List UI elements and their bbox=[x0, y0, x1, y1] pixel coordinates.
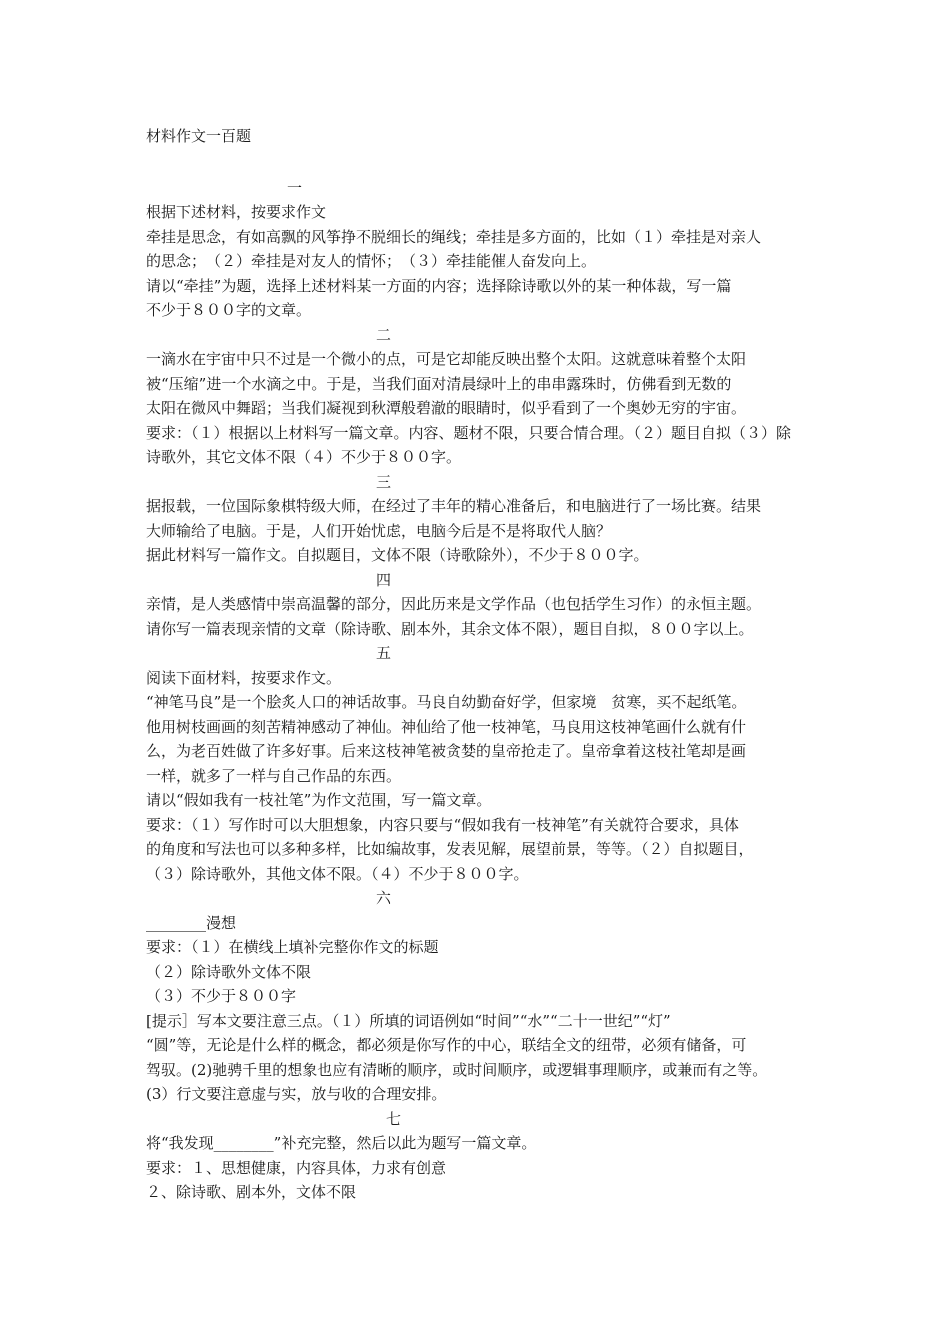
paragraph-line: “圆”等，无论是什么样的概念，都必须是你写作的中心，联结全文的纽带，必须有储备，可 bbox=[146, 1036, 747, 1054]
paragraph-line: 一滴水在宇宙中只不过是一个微小的点，可是它却能反映出整个太阳。这就意味着整个太阳 bbox=[146, 350, 747, 368]
paragraph-line: 阅读下面材料，按要求作文。 bbox=[146, 668, 342, 687]
paragraph-line: 的思念； （２）牵挂是对友人的情怀； （３）牵挂能催人奋发向上。 bbox=[146, 252, 597, 270]
paragraph-line: 将“我发现________”补充完整，然后以此为题写一篇文章。 bbox=[146, 1134, 537, 1152]
paragraph-line: 不少于８００字的文章。 bbox=[146, 301, 312, 319]
paragraph-line: 据报载，一位国际象棋特级大师，在经过了丰年的精心准备后，和电脑进行了一场比赛。结果 bbox=[146, 497, 762, 515]
document-body bbox=[146, 124, 818, 1205]
paragraph-line: 要求：１、思想健康，内容具体，力求有创意 bbox=[146, 1158, 447, 1177]
paragraph-line: （２）除诗歌外文体不限 bbox=[146, 962, 312, 981]
paragraph-line: 一样，就多了一样与自己作品的东西。 bbox=[146, 766, 402, 785]
section-number: 三 bbox=[376, 472, 392, 491]
paragraph-line: 亲情，是人类感情中崇高温馨的部分，因此历来是文学作品（也包括学生习作）的永恒主题。 bbox=[146, 595, 762, 613]
paragraph-line: 要求：（１）在横线上填补完整你作文的标题 bbox=[146, 938, 439, 956]
paragraph-line: ________漫想 bbox=[146, 913, 237, 932]
section-number: 五 bbox=[376, 644, 392, 662]
section-number: 二 bbox=[376, 325, 392, 344]
paragraph-line: 被“压缩”进一个水滴之中。于是，当我们面对清晨绿叶上的串串露珠时，仿佛看到无数的 bbox=[146, 374, 732, 393]
paragraph-line: 驾驭。(2)驰骋千里的想象也应有清晰的顺序，或时间顺序，或逻辑事理顺序，或兼而有之等。 bbox=[146, 1060, 768, 1079]
paragraph-line: 要求：（１）根据以上材料写一篇文章。内容、题材不限，只要合情合理。（２）题目自拟（３）除 bbox=[146, 423, 792, 442]
paragraph-line: 么，为老百姓做了许多好事。后来这枝神笔被贪婪的皇帝抢走了。皇帝拿着这枝社笔却是画 bbox=[146, 742, 747, 760]
document-title: 材料作文一百题 bbox=[146, 127, 252, 145]
paragraph-line: 请你写一篇表现亲情的文章（除诗歌、剧本外，其余文体不限），题目自拟，８００字以上。 bbox=[146, 619, 754, 638]
paragraph-line: (3）行文要注意虚与实，放与收的合理安排。 bbox=[146, 1085, 447, 1103]
paragraph-line: 诗歌外，其它文体不限（４）不少于８００字。 bbox=[146, 448, 462, 466]
paragraph-line: （３）除诗歌外，其他文体不限。（４）不少于８００字。 bbox=[146, 864, 529, 883]
paragraph-line: [提示］写本文要注意三点。（１）所填的词语例如“时间”“水”“二十一世纪”“灯” bbox=[146, 1011, 671, 1030]
paragraph-line: 请以“假如我有一枝社笔”为作文范围，写一篇文章。 bbox=[146, 791, 492, 809]
paragraph-line: 他用树枝画画的刻苦精神感动了神仙。神仙给了他一枝神笔，马良用这枝神笔画什么就有什 bbox=[146, 717, 747, 736]
section-number: 四 bbox=[376, 570, 392, 589]
paragraph-line: 太阳在微风中舞蹈；当我们凝视到秋潭般碧澈的眼睛时，似乎看到了一个奥妙无穷的宇宙。 bbox=[146, 399, 747, 417]
section-number: 一 bbox=[287, 178, 303, 197]
title-spacer bbox=[146, 149, 818, 176]
paragraph-line: ２、除诗歌、剧本外，文体不限 bbox=[146, 1183, 357, 1201]
section-number: 六 bbox=[376, 889, 392, 907]
paragraph-line: 据此材料写一篇作文。自拟题目，文体不限（诗歌除外），不少于８００字。 bbox=[146, 546, 649, 564]
paragraph-line: 的角度和写法也可以多种多样，比如编故事，发表见解，展望前景，等等。（２）自拟题目， bbox=[146, 840, 754, 858]
paragraph-line: 牵挂是思念，有如高飘的风筝挣不脱细长的绳线；牵挂是多方面的，比如（１）牵挂是对亲人 bbox=[146, 227, 762, 246]
paragraph-line: 大师输给了电脑。于是，人们开始忧虑，电脑今后是不是将取代人脑？ bbox=[146, 521, 612, 540]
section-number: 七 bbox=[386, 1109, 402, 1128]
paragraph-line: 根据下述材料，按要求作文 bbox=[146, 203, 327, 221]
paragraph-line: “神笔马良”是一个脍炙人口的神话故事。马良自幼勤奋好学，但家境 贫寒，买不起纸笔。 bbox=[146, 693, 747, 711]
paragraph-line: 要求：（１）写作时可以大胆想象，内容只要与“假如我有一枝神笔”有关就符合要求，具体 bbox=[146, 815, 739, 834]
paragraph-line: （３）不少于８００字 bbox=[146, 987, 297, 1005]
paragraph-line: 请以“牵挂”为题，选择上述材料某一方面的内容；选择除诗歌以外的某一种体裁，写一篇 bbox=[146, 276, 732, 295]
